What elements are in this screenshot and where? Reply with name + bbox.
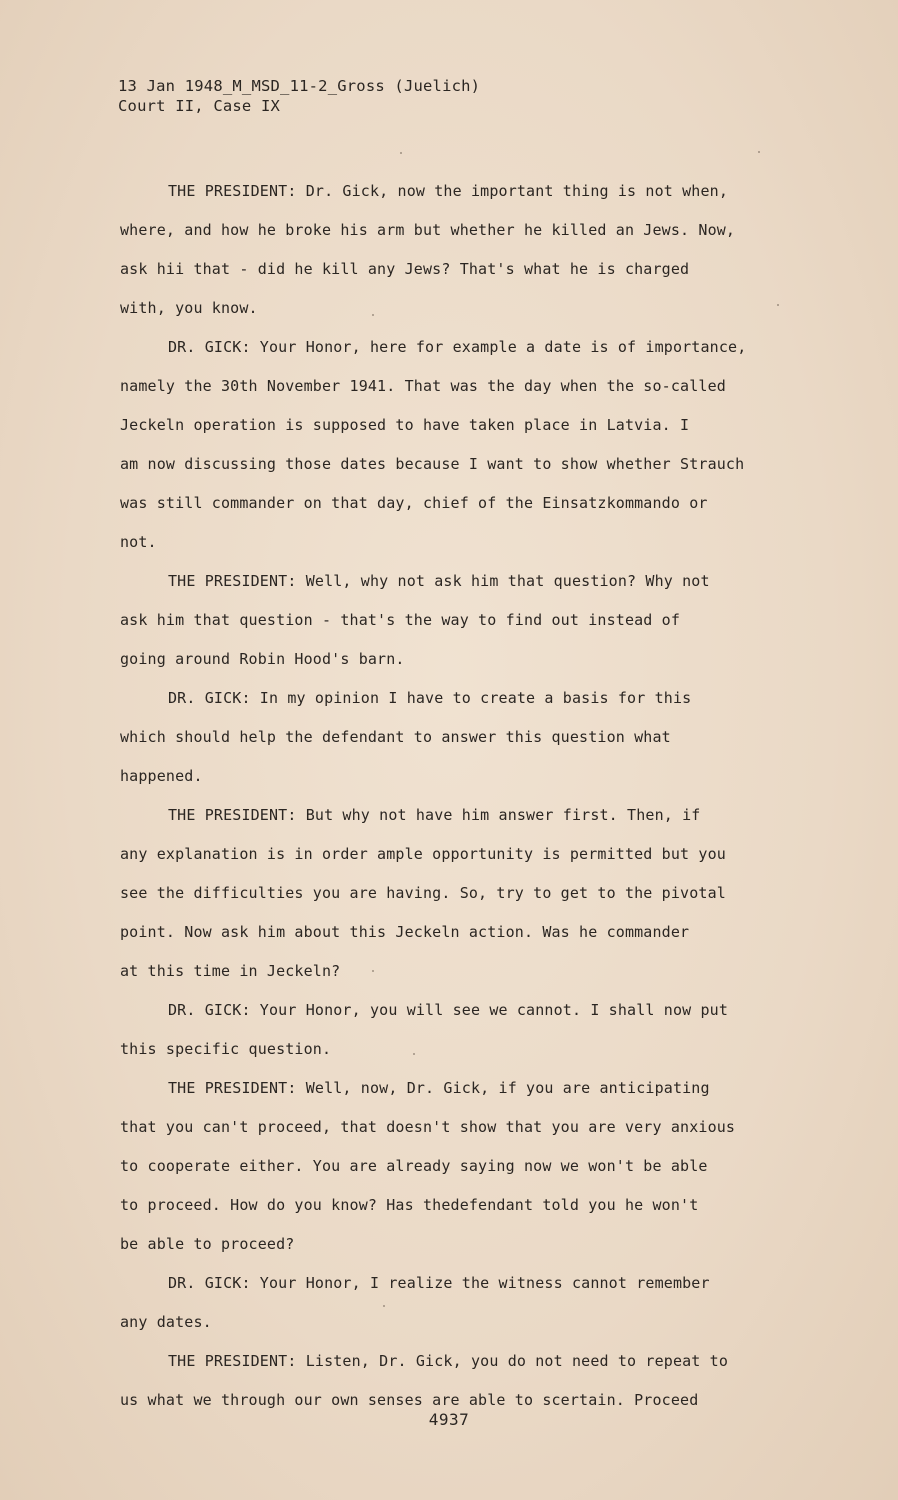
paper-speck	[413, 1053, 415, 1055]
paper-speck	[400, 152, 402, 154]
transcript-paragraph	[120, 328, 795, 562]
page-number: 4937	[428, 1410, 470, 1429]
transcript-line: DR. GICK: Your Honor, I realize the witness cannot remember	[168, 1274, 710, 1292]
transcript-line: THE PRESIDENT: Dr. Gick, now the important thing is not when,	[168, 182, 729, 200]
transcript-paragraph	[120, 172, 795, 328]
transcript-line: which should help the defendant to answer this question what	[120, 728, 671, 746]
transcript-line: not.	[120, 533, 157, 551]
transcript-line: THE PRESIDENT: But why not have him answer first. Then, if	[168, 806, 701, 824]
transcript-line: happened.	[120, 767, 203, 785]
paper-speck	[372, 970, 374, 972]
transcript-line: THE PRESIDENT: Well, now, Dr. Gick, if you are anticipating	[168, 1079, 710, 1097]
transcript-paragraph	[120, 1342, 795, 1420]
transcript-line: am now discussing those dates because I want to show whether Strauch	[120, 455, 745, 473]
header-line-date-reference: 13 Jan 1948_M_MSD_11-2_Gross (Juelich)	[118, 77, 481, 95]
transcript-line: see the difficulties you are having. So, try to get to the pivotal	[120, 884, 726, 902]
transcript-paragraph	[120, 562, 795, 679]
paper-speck	[758, 151, 760, 153]
transcript-line: DR. GICK: Your Honor, you will see we cannot. I shall now put	[168, 1001, 729, 1019]
transcript-line: to cooperate either. You are already saying now we won't be able	[120, 1157, 708, 1175]
transcript-line: at this time in Jeckeln?	[120, 962, 341, 980]
transcript-body	[120, 172, 795, 1420]
transcript-line: namely the 30th November 1941. That was the day when the so-called	[120, 377, 726, 395]
header-line-court-case: Court II, Case IX	[118, 97, 281, 115]
paper-speck	[777, 304, 779, 306]
transcript-line: point. Now ask him about this Jeckeln action. Was he commander	[120, 923, 690, 941]
transcript-line: any dates.	[120, 1313, 212, 1331]
transcript-line: us what we through our own senses are able to scertain. Proceed	[120, 1391, 699, 1409]
transcript-line: that you can't proceed, that doesn't show that you are very anxious	[120, 1118, 736, 1136]
transcript-paragraph	[120, 991, 795, 1069]
transcript-paragraph	[120, 1069, 795, 1264]
transcript-line: DR. GICK: Your Honor, here for example a date is of importance,	[168, 338, 747, 356]
transcript-line: was still commander on that day, chief of the Einsatzkommando or	[120, 494, 708, 512]
transcript-line: where, and how he broke his arm but whether he killed an Jews. Now,	[120, 221, 736, 239]
transcript-line: DR. GICK: In my opinion I have to create a basis for this	[168, 689, 692, 707]
transcript-line: to proceed. How do you know? Has thedefendant told you he won't	[120, 1196, 699, 1214]
paper-speck	[383, 1305, 385, 1307]
transcript-line: this specific question.	[120, 1040, 332, 1058]
transcript-line: Jeckeln operation is supposed to have taken place in Latvia. I	[120, 416, 690, 434]
paper-speck	[372, 314, 374, 316]
transcript-line: any explanation is in order ample opportunity is permitted but you	[120, 845, 726, 863]
document-header	[118, 76, 480, 116]
transcript-line: going around Robin Hood's barn.	[120, 650, 405, 668]
transcript-line: be able to proceed?	[120, 1235, 295, 1253]
transcript-line: ask hii that - did he kill any Jews? That's what he is charged	[120, 260, 690, 278]
transcript-line: THE PRESIDENT: Well, why not ask him that question? Why not	[168, 572, 710, 590]
transcript-line: ask him that question - that's the way to find out instead of	[120, 611, 681, 629]
transcript-paragraph	[120, 679, 795, 796]
transcript-paragraph	[120, 796, 795, 991]
transcript-line: THE PRESIDENT: Listen, Dr. Gick, you do not need to repeat to	[168, 1352, 729, 1370]
transcript-line: with, you know.	[120, 299, 258, 317]
transcript-paragraph	[120, 1264, 795, 1342]
